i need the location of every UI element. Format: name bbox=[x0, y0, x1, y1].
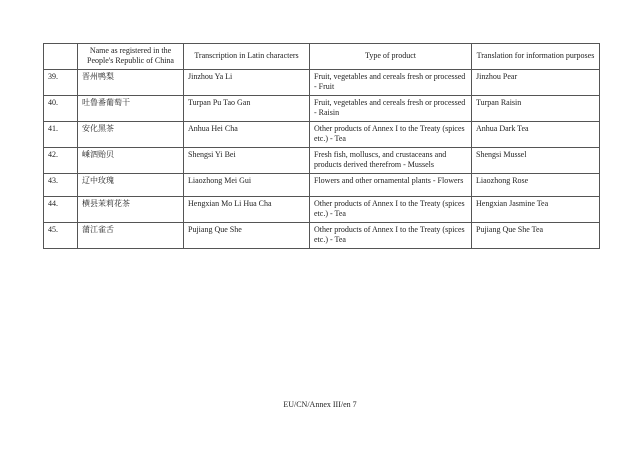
table-row bbox=[44, 174, 600, 197]
translation: Anhua Dark Tea bbox=[472, 122, 600, 148]
row-number: 39. bbox=[44, 70, 78, 96]
registered-name: 蒲江雀舌 bbox=[78, 223, 184, 249]
product-type: Fruit, vegetables and cereals fresh or processed - Raisin bbox=[310, 96, 472, 122]
product-type: Other products of Annex I to the Treaty (spices etc.) - Tea bbox=[310, 197, 472, 223]
table-header-row bbox=[44, 44, 600, 70]
geographical-indications-table bbox=[43, 43, 600, 249]
registered-name: 安化黑茶 bbox=[78, 122, 184, 148]
latin-transcription: Jinzhou Ya Li bbox=[184, 70, 310, 96]
row-number: 45. bbox=[44, 223, 78, 249]
translation: Jinzhou Pear bbox=[472, 70, 600, 96]
table-row bbox=[44, 197, 600, 223]
table-row bbox=[44, 70, 600, 96]
latin-transcription: Pujiang Que She bbox=[184, 223, 310, 249]
product-type: Flowers and other ornamental plants - Flowers bbox=[310, 174, 472, 197]
translation: Liaozhong Rose bbox=[472, 174, 600, 197]
row-number: 41. bbox=[44, 122, 78, 148]
latin-transcription: Hengxian Mo Li Hua Cha bbox=[184, 197, 310, 223]
header-number bbox=[44, 44, 78, 70]
latin-transcription: Turpan Pu Tao Gan bbox=[184, 96, 310, 122]
header-registered-name: Name as registered in the People's Republic of China bbox=[78, 44, 184, 70]
latin-transcription: Liaozhong Mei Gui bbox=[184, 174, 310, 197]
registered-name: 辽中玫瑰 bbox=[78, 174, 184, 197]
table-row bbox=[44, 96, 600, 122]
latin-transcription: Anhua Hei Cha bbox=[184, 122, 310, 148]
row-number: 40. bbox=[44, 96, 78, 122]
translation: Turpan Raisin bbox=[472, 96, 600, 122]
registered-name: 晋州鸭梨 bbox=[78, 70, 184, 96]
row-number: 43. bbox=[44, 174, 78, 197]
product-type: Fresh fish, molluscs, and crustaceans and products derived therefrom - Mussels bbox=[310, 148, 472, 174]
registered-name: 嵊泗贻贝 bbox=[78, 148, 184, 174]
translation: Hengxian Jasmine Tea bbox=[472, 197, 600, 223]
translation: Pujiang Que She Tea bbox=[472, 223, 600, 249]
header-translation: Translation for information purposes bbox=[472, 44, 600, 70]
page-footer: EU/CN/Annex III/en 7 bbox=[283, 400, 357, 409]
latin-transcription: Shengsi Yi Bei bbox=[184, 148, 310, 174]
table-row bbox=[44, 223, 600, 249]
product-type: Fruit, vegetables and cereals fresh or processed - Fruit bbox=[310, 70, 472, 96]
product-type: Other products of Annex I to the Treaty (spices etc.) - Tea bbox=[310, 223, 472, 249]
registered-name: 吐鲁番葡萄干 bbox=[78, 96, 184, 122]
table-row bbox=[44, 148, 600, 174]
translation: Shengsi Mussel bbox=[472, 148, 600, 174]
header-latin-transcription: Transcription in Latin characters bbox=[184, 44, 310, 70]
row-number: 42. bbox=[44, 148, 78, 174]
product-type: Other products of Annex I to the Treaty (spices etc.) - Tea bbox=[310, 122, 472, 148]
registered-name: 横县茉莉花茶 bbox=[78, 197, 184, 223]
header-product-type: Type of product bbox=[310, 44, 472, 70]
table-row bbox=[44, 122, 600, 148]
row-number: 44. bbox=[44, 197, 78, 223]
